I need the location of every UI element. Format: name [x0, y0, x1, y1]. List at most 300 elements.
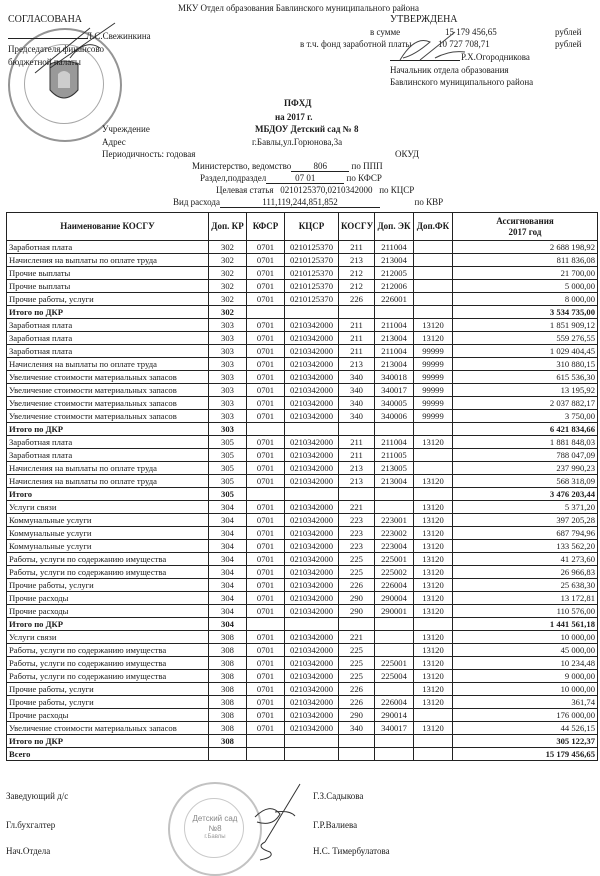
cell-fk: 13120: [414, 631, 453, 644]
doc-title: ПФХД: [284, 98, 312, 108]
cell-kcsr: 0210125370: [285, 280, 339, 293]
cell-fk: [414, 241, 453, 254]
cell-kosgu: 221: [339, 631, 375, 644]
cell-name: Итого по ДКР: [7, 618, 209, 631]
cell-name: Итого: [7, 488, 209, 501]
cell-kr: 305: [209, 449, 247, 462]
cell-fk: [414, 618, 453, 631]
cell-kr: 302: [209, 241, 247, 254]
cell-name: Прочие выплаты: [7, 280, 209, 293]
cell-fk: [414, 280, 453, 293]
cell-kfsr: 0701: [247, 553, 285, 566]
col-header-sum-line1: Ассигнования: [496, 215, 554, 226]
ministry-value: 806: [291, 161, 349, 172]
cell-kr: 304: [209, 527, 247, 540]
cell-fk: 13120: [414, 527, 453, 540]
expense-code: по КВР: [414, 197, 444, 207]
approved-position-line1: Начальник отдела образования: [390, 65, 509, 75]
cell-name: Прочие работы, услуги: [7, 696, 209, 709]
cell-kosgu: 340: [339, 397, 375, 410]
cell-name: Начисления на выплаты по оплате труда: [7, 358, 209, 371]
cell-kcsr: 0210342000: [285, 670, 339, 683]
cell-ek: [375, 631, 414, 644]
cell-fk: 13120: [414, 683, 453, 696]
table-row: [7, 696, 598, 709]
table-row: [7, 410, 598, 423]
budget-table: [6, 212, 598, 761]
table-total-row: [7, 423, 598, 436]
cell-name: Услуги связи: [7, 501, 209, 514]
cell-name: Заработная плата: [7, 332, 209, 345]
cell-sum: 1 851 909,12: [453, 319, 598, 332]
table-row: [7, 358, 598, 371]
cell-kosgu: 213: [339, 462, 375, 475]
table-row: [7, 293, 598, 306]
cell-fk: [414, 735, 453, 748]
cell-kosgu: 211: [339, 241, 375, 254]
cell-kr: 302: [209, 306, 247, 319]
okud-label: ОКУД: [395, 149, 419, 159]
cell-kr: 304: [209, 566, 247, 579]
table-row: [7, 579, 598, 592]
cell-kosgu: 225: [339, 553, 375, 566]
cell-fk: [414, 709, 453, 722]
cell-kfsr: 0701: [247, 566, 285, 579]
cell-sum: 10 000,00: [453, 631, 598, 644]
table-total-row: [7, 735, 598, 748]
table-row: [7, 670, 598, 683]
cell-kcsr: [285, 618, 339, 631]
cell-kosgu: 212: [339, 267, 375, 280]
cell-kfsr: 0701: [247, 345, 285, 358]
table-row: [7, 345, 598, 358]
cell-ek: [375, 748, 414, 761]
cell-kosgu: 221: [339, 501, 375, 514]
expense-value: 111,119,244,851,852: [220, 197, 380, 208]
approved-position-line2: Бавлинского муниципального района: [390, 77, 534, 87]
cell-kosgu: 211: [339, 332, 375, 345]
cell-fk: [414, 488, 453, 501]
cell-kr: 303: [209, 384, 247, 397]
cell-name: Увеличение стоимости материальных запасов: [7, 397, 209, 410]
cell-kcsr: 0210342000: [285, 657, 339, 670]
cell-name: Услуги связи: [7, 631, 209, 644]
cell-fk: [414, 748, 453, 761]
cell-sum: 10 234,48: [453, 657, 598, 670]
cell-ek: 225001: [375, 657, 414, 670]
cell-name: Прочие расходы: [7, 605, 209, 618]
cell-kosgu: 226: [339, 293, 375, 306]
cell-kr: 308: [209, 670, 247, 683]
cell-kosgu: 211: [339, 436, 375, 449]
table-row: [7, 449, 598, 462]
cell-name: Прочие расходы: [7, 709, 209, 722]
table-row: [7, 436, 598, 449]
cell-name: Прочие работы, услуги: [7, 683, 209, 696]
cell-fk: 13120: [414, 579, 453, 592]
cell-kr: 303: [209, 371, 247, 384]
cell-sum: 21 700,00: [453, 267, 598, 280]
col-header-sum-line2: 2017 год: [508, 226, 542, 237]
cell-sum: 788 047,09: [453, 449, 598, 462]
cell-kcsr: 0210342000: [285, 592, 339, 605]
cell-fk: 99999: [414, 410, 453, 423]
cell-kr: 303: [209, 423, 247, 436]
cell-ek: 340017: [375, 722, 414, 735]
cell-kfsr: 0701: [247, 280, 285, 293]
cell-sum: 568 318,09: [453, 475, 598, 488]
col-header-kfsr: КФСР: [247, 213, 285, 241]
table-row: [7, 722, 598, 735]
cell-kcsr: 0210342000: [285, 644, 339, 657]
target-code: по КЦСР: [379, 185, 415, 195]
cell-kr: [209, 748, 247, 761]
cell-name: Прочие расходы: [7, 592, 209, 605]
cell-ek: 226001: [375, 293, 414, 306]
table-total-row: [7, 748, 598, 761]
signature-name-1: Г.Р.Валиева: [313, 820, 358, 830]
target-row: [216, 185, 414, 195]
cell-kosgu: 290: [339, 592, 375, 605]
cell-kcsr: 0210342000: [285, 397, 339, 410]
table-row: [7, 657, 598, 670]
payroll-unit: рублей: [555, 39, 582, 49]
cell-kfsr: 0701: [247, 501, 285, 514]
cell-fk: 13120: [414, 696, 453, 709]
cell-kfsr: 0701: [247, 397, 285, 410]
cell-kcsr: 0210342000: [285, 449, 339, 462]
cell-kr: 304: [209, 618, 247, 631]
col-header-fk: Доп.ФК: [414, 213, 453, 241]
cell-fk: [414, 306, 453, 319]
ministry-code: по ППП: [351, 161, 383, 171]
cell-kr: 303: [209, 410, 247, 423]
cell-sum: 615 536,30: [453, 371, 598, 384]
table-row: [7, 397, 598, 410]
cell-sum: 5 371,20: [453, 501, 598, 514]
cell-sum: 13 172,81: [453, 592, 598, 605]
cell-kcsr: 0210342000: [285, 553, 339, 566]
section-code: по КФСР: [346, 173, 382, 183]
cell-kfsr: [247, 423, 285, 436]
cell-fk: 13120: [414, 644, 453, 657]
cell-kcsr: 0210342000: [285, 358, 339, 371]
cell-kcsr: [285, 748, 339, 761]
cell-fk: 99999: [414, 345, 453, 358]
table-row: [7, 553, 598, 566]
cell-ek: 223001: [375, 514, 414, 527]
cell-kr: 304: [209, 579, 247, 592]
cell-kcsr: 0210342000: [285, 605, 339, 618]
cell-kr: 308: [209, 735, 247, 748]
col-header-name: Наименование КОСГУ: [7, 213, 209, 241]
cell-kosgu: [339, 618, 375, 631]
cell-kcsr: [285, 735, 339, 748]
signature-role-0: Заведующий д/с: [6, 791, 69, 801]
cell-sum: 15 179 456,65: [453, 748, 598, 761]
cell-ek: 213004: [375, 358, 414, 371]
approved-label: УТВЕРЖДЕНА: [390, 14, 458, 25]
org-title: МКУ Отдел образования Бавлинского муниципального района: [178, 3, 419, 13]
cell-kcsr: 0210125370: [285, 267, 339, 280]
cell-kcsr: 0210342000: [285, 683, 339, 696]
cell-name: Работы, услуги по содержанию имущества: [7, 566, 209, 579]
cell-ek: 213004: [375, 475, 414, 488]
cell-kr: 308: [209, 657, 247, 670]
cell-kr: 303: [209, 397, 247, 410]
cell-kcsr: 0210342000: [285, 566, 339, 579]
table-total-row: [7, 488, 598, 501]
cell-sum: 2 688 198,92: [453, 241, 598, 254]
cell-name: Работы, услуги по содержанию имущества: [7, 644, 209, 657]
cell-kr: 308: [209, 644, 247, 657]
table-row: [7, 605, 598, 618]
cell-kcsr: 0210342000: [285, 410, 339, 423]
cell-sum: 45 000,00: [453, 644, 598, 657]
cell-kr: 308: [209, 722, 247, 735]
cell-sum: 1 881 848,03: [453, 436, 598, 449]
cell-fk: [414, 267, 453, 280]
cell-name: Начисления на выплаты по оплате труда: [7, 254, 209, 267]
cell-kr: 304: [209, 514, 247, 527]
cell-name: Заработная плата: [7, 319, 209, 332]
cell-kosgu: 340: [339, 384, 375, 397]
cell-kfsr: 0701: [247, 605, 285, 618]
cell-kcsr: 0210342000: [285, 527, 339, 540]
cell-ek: 340018: [375, 371, 414, 384]
cell-name: Прочие выплаты: [7, 267, 209, 280]
cell-sum: 25 638,30: [453, 579, 598, 592]
cell-kosgu: 211: [339, 319, 375, 332]
cell-kfsr: 0701: [247, 722, 285, 735]
expense-row: [173, 197, 443, 208]
cell-kosgu: 212: [339, 280, 375, 293]
cell-kfsr: 0701: [247, 527, 285, 540]
cell-kcsr: 0210342000: [285, 371, 339, 384]
cell-kosgu: 290: [339, 709, 375, 722]
cell-fk: 13120: [414, 657, 453, 670]
cell-sum: 305 122,37: [453, 735, 598, 748]
cell-kcsr: 0210342000: [285, 319, 339, 332]
cell-kr: 303: [209, 358, 247, 371]
agreed-signatory: Л.С.Свежинкина: [86, 31, 151, 41]
target-value: 0210125370,0210342000: [280, 185, 373, 195]
cell-fk: [414, 423, 453, 436]
payroll-value: 10 727 708,71: [438, 39, 490, 49]
signature-name-2: Н.С. Тимербулатова: [313, 846, 390, 856]
cell-fk: [414, 293, 453, 306]
cell-name: Увеличение стоимости материальных запасов: [7, 410, 209, 423]
cell-kcsr: 0210125370: [285, 254, 339, 267]
cell-kfsr: 0701: [247, 592, 285, 605]
cell-kosgu: [339, 423, 375, 436]
cell-ek: 225002: [375, 566, 414, 579]
cell-fk: 13120: [414, 475, 453, 488]
cell-ek: 211004: [375, 241, 414, 254]
cell-name: Увеличение стоимости материальных запасов: [7, 371, 209, 384]
cell-ek: 211004: [375, 436, 414, 449]
table-row: [7, 527, 598, 540]
cell-ek: 211005: [375, 449, 414, 462]
cell-fk: 13120: [414, 540, 453, 553]
cell-kcsr: 0210342000: [285, 384, 339, 397]
cell-name: Заработная плата: [7, 436, 209, 449]
cell-kfsr: [247, 735, 285, 748]
cell-ek: 340005: [375, 397, 414, 410]
cell-sum: 9 000,00: [453, 670, 598, 683]
cell-kcsr: 0210342000: [285, 345, 339, 358]
cell-sum: 3 534 735,00: [453, 306, 598, 319]
cell-kfsr: [247, 488, 285, 501]
cell-kfsr: 0701: [247, 631, 285, 644]
table-row: [7, 332, 598, 345]
cell-fk: [414, 449, 453, 462]
cell-sum: 8 000,00: [453, 293, 598, 306]
table-row: [7, 644, 598, 657]
signature-role-2: Нач.Отдела: [6, 846, 51, 856]
cell-ek: 340006: [375, 410, 414, 423]
cell-kr: 302: [209, 280, 247, 293]
cell-kr: 305: [209, 488, 247, 501]
cell-kosgu: 213: [339, 475, 375, 488]
table-row: [7, 540, 598, 553]
cell-ek: 290001: [375, 605, 414, 618]
cell-sum: 13 195,92: [453, 384, 598, 397]
signature-right-icon: [395, 30, 475, 65]
cell-fk: 99999: [414, 384, 453, 397]
cell-kfsr: 0701: [247, 644, 285, 657]
cell-kfsr: 0701: [247, 293, 285, 306]
table-row: [7, 514, 598, 527]
cell-ek: 212006: [375, 280, 414, 293]
cell-name: Работы, услуги по содержанию имущества: [7, 553, 209, 566]
cell-name: Прочие работы, услуги: [7, 579, 209, 592]
cell-kr: 302: [209, 267, 247, 280]
cell-kfsr: [247, 748, 285, 761]
cell-ek: [375, 644, 414, 657]
cell-kfsr: 0701: [247, 579, 285, 592]
periodicity: Периодичность: годовая: [102, 149, 196, 159]
cell-sum: 110 576,00: [453, 605, 598, 618]
cell-ek: 211004: [375, 345, 414, 358]
col-header-kosgu: КОСГУ: [339, 213, 375, 241]
col-header-kcsr: КЦСР: [285, 213, 339, 241]
cell-kr: 305: [209, 475, 247, 488]
cell-kcsr: 0210342000: [285, 579, 339, 592]
cell-kosgu: 213: [339, 358, 375, 371]
cell-ek: [375, 683, 414, 696]
cell-sum: 361,74: [453, 696, 598, 709]
cell-kr: 303: [209, 345, 247, 358]
cell-sum: 5 000,00: [453, 280, 598, 293]
cell-name: Заработная плата: [7, 345, 209, 358]
cell-sum: 3 476 203,44: [453, 488, 598, 501]
cell-kosgu: [339, 748, 375, 761]
table-row: [7, 566, 598, 579]
cell-kfsr: 0701: [247, 410, 285, 423]
table-row: [7, 319, 598, 332]
cell-kfsr: 0701: [247, 696, 285, 709]
cell-sum: 3 750,00: [453, 410, 598, 423]
cell-sum: 10 000,00: [453, 683, 598, 696]
cell-fk: 99999: [414, 358, 453, 371]
cell-ek: [375, 501, 414, 514]
cell-kfsr: 0701: [247, 540, 285, 553]
institution-name: МБДОУ Детский сад № 8: [255, 124, 359, 134]
agreed-signature-line: [8, 38, 88, 39]
cell-ek: 290014: [375, 709, 414, 722]
cell-kosgu: 340: [339, 722, 375, 735]
cell-kfsr: [247, 306, 285, 319]
cell-kr: 305: [209, 462, 247, 475]
cell-kosgu: 223: [339, 514, 375, 527]
cell-kcsr: 0210125370: [285, 293, 339, 306]
signature-bottom-icon: [245, 782, 315, 862]
cell-sum: 559 276,55: [453, 332, 598, 345]
address-label: Адрес: [102, 137, 126, 147]
stamp-text-2: №8: [208, 824, 222, 833]
cell-sum: 6 421 834,66: [453, 423, 598, 436]
payroll-label: в т.ч. фонд заработной платы: [300, 39, 412, 49]
cell-kosgu: 225: [339, 566, 375, 579]
cell-name: Прочие работы, услуги: [7, 293, 209, 306]
cell-ek: [375, 423, 414, 436]
cell-kfsr: 0701: [247, 683, 285, 696]
cell-kfsr: 0701: [247, 709, 285, 722]
table-row: [7, 384, 598, 397]
cell-sum: 237 990,23: [453, 462, 598, 475]
table-row: [7, 501, 598, 514]
section-row: [200, 173, 382, 184]
cell-kfsr: 0701: [247, 241, 285, 254]
cell-kosgu: 340: [339, 410, 375, 423]
cell-kcsr: 0210342000: [285, 540, 339, 553]
cell-kcsr: 0210342000: [285, 722, 339, 735]
cell-kcsr: 0210342000: [285, 501, 339, 514]
cell-fk: 13120: [414, 592, 453, 605]
sum-label: в сумме: [370, 27, 401, 37]
cell-kr: 308: [209, 631, 247, 644]
cell-kfsr: 0701: [247, 449, 285, 462]
cell-ek: 212005: [375, 267, 414, 280]
col-header-kr: Доп. КР: [209, 213, 247, 241]
cell-name: Заработная плата: [7, 449, 209, 462]
cell-kfsr: 0701: [247, 384, 285, 397]
cell-ek: 213004: [375, 254, 414, 267]
cell-kr: 304: [209, 592, 247, 605]
cell-kfsr: 0701: [247, 462, 285, 475]
cell-kosgu: 223: [339, 527, 375, 540]
section-label: Раздел,подраздел: [200, 173, 267, 183]
cell-kfsr: 0701: [247, 371, 285, 384]
ministry-label: Министерство, ведомство: [192, 161, 292, 171]
cell-fk: 13120: [414, 670, 453, 683]
table-row: [7, 709, 598, 722]
institution-label: Учреждение: [102, 124, 150, 134]
table-row: [7, 475, 598, 488]
cell-name: Итого по ДКР: [7, 735, 209, 748]
cell-kr: 303: [209, 319, 247, 332]
cell-ek: 213005: [375, 462, 414, 475]
table-row: [7, 241, 598, 254]
cell-sum: 310 880,15: [453, 358, 598, 371]
cell-name: Работы, услуги по содержанию имущества: [7, 657, 209, 670]
cell-kfsr: 0701: [247, 319, 285, 332]
cell-ek: [375, 618, 414, 631]
cell-kcsr: 0210125370: [285, 241, 339, 254]
cell-kr: 308: [209, 709, 247, 722]
cell-sum: 26 966,83: [453, 566, 598, 579]
